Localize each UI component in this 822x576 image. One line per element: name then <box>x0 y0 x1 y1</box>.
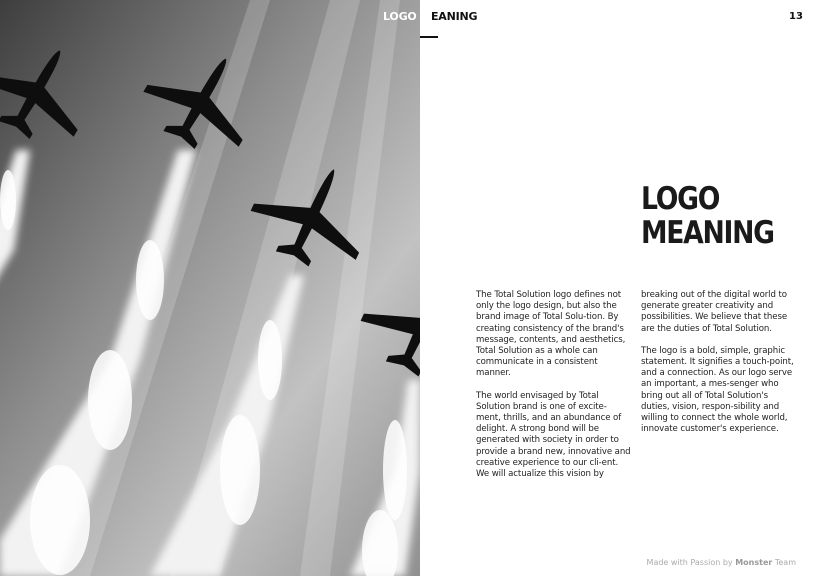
footer-suffix: Team <box>772 558 796 567</box>
header-title-part2: EANING <box>430 10 478 23</box>
body-paragraph: The world envisaged by Total Solution brand is one of excite-ment, thrills, and an abundance of delight. A strong bond will be generated with society in order to provide a brand new, innovative and creative experience to our cli-ent. We will actualize this vision by <box>476 390 631 480</box>
footer-prefix: Made with Passion by <box>646 558 736 567</box>
footer-brand: Monster <box>735 558 773 567</box>
footer-credit <box>647 558 796 567</box>
body-paragraph: The logo is a bold, simple, graphic statement. It signifies a touch-point, and a connection. As our logo serve an important, a mes-senger who bring out all of Total Solution's duties, vision, respon-sibility and willing to connect the whole world, innovate customer's experience. <box>641 345 794 435</box>
running-header-title <box>383 10 477 23</box>
body-paragraph: breaking out of the digital world to generate greater creativity and possibilities. We believe that these are the duties of Total Solution. <box>641 290 788 334</box>
header-divider <box>420 36 438 38</box>
heading-line-1: LOGO <box>641 181 720 217</box>
page-number: 13 <box>789 11 803 22</box>
page-heading <box>641 182 779 250</box>
heading-line-2: MEANING <box>641 215 774 251</box>
body-column-left <box>476 290 631 491</box>
body-column-right <box>641 290 799 446</box>
header-title-part1: LOGO M <box>383 10 431 23</box>
body-paragraph: The Total Solution logo defines not only the logo design, but also the brand image of Total Solu-tion. By creating consistency of the brand's message, contents, and aesthetics, Total Solution as a whole can communicate in a consistent manner. <box>476 290 626 379</box>
